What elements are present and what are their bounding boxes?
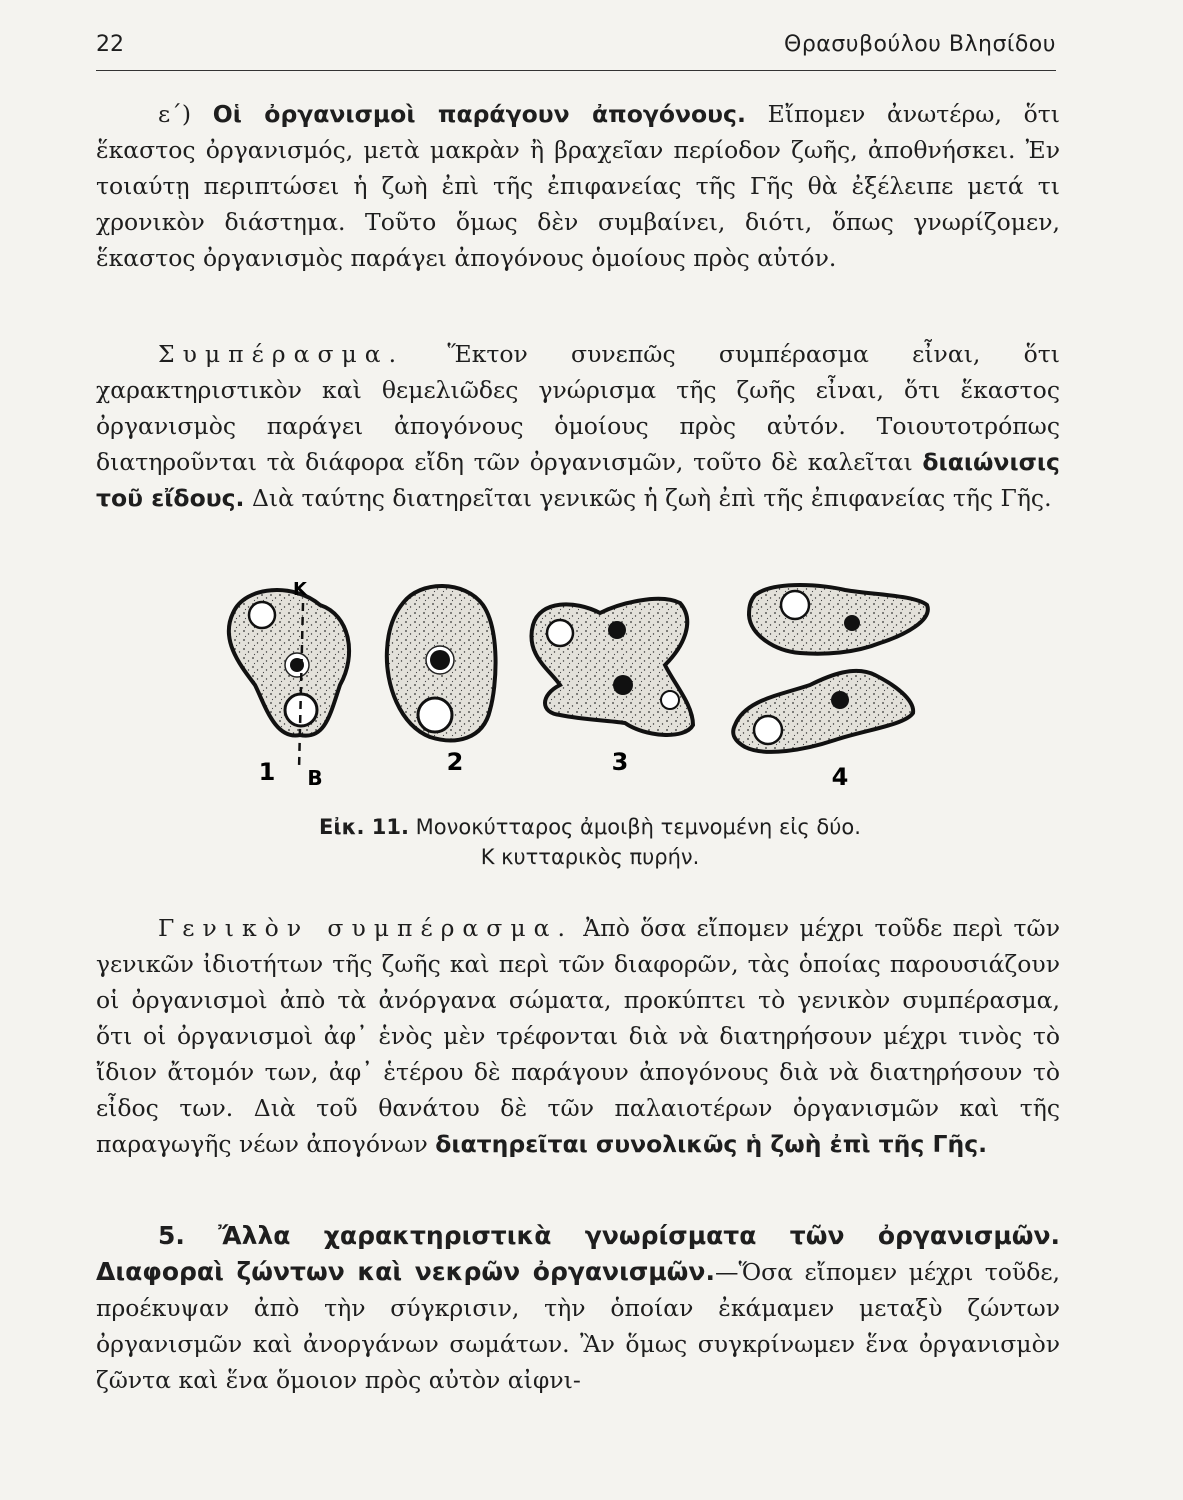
general-conclusion-label: Γενικὸν συμπέρασμα. (158, 914, 573, 942)
section-5 (96, 1218, 1060, 1398)
amoeba-stage-3 (531, 599, 693, 776)
label-b: Β (307, 766, 323, 790)
paragraph-text: Ἕκτον συνεπῶς συμπέρασμα εἶναι, ὅτι χαρακτηριστικὸν καὶ θεμελιῶδες γνώρισμα τῆς ζωῆς εἶναι, ὅτι ἕκαστος ὀργανισμὸς παράγει ἀπογόνους ὁμοίους πρὸς αὐτόν. Τοιουτοτρόπως διατηροῦνται τὰ διάφορα εἴδη τῶν ὀργανισμῶν, τοῦτο δὲ καλεῖται (96, 340, 1060, 476)
caption-line-2: Κ κυτταρικὸς πυρήν. (480, 845, 700, 869)
caption-text: Μονοκύτταρος ἀμοιβὴ τεμνομένη εἰς δύο. (415, 815, 861, 839)
amoeba-stage-2 (387, 586, 496, 776)
paragraph-text: —Ὅσα εἴπομεν μέχρι τοῦδε, προέκυψαν ἀπὸ τὴν σύγκρισιν, τὴν ὁποίαν ἐκάμαμεν μεταξὺ ζώντων ὀργανισμῶν καὶ ἀνοργάνων σωμάτων. Ἂν ὅμως συγκρίνωμεν ἕνα ὀργανισμὸν ζῶντα καὶ ἕνα ὅμοιον πρὸς αὐτὸν αἰφνι- (96, 1258, 1060, 1394)
paragraph-conclusion (96, 336, 1060, 516)
amoeba-stage-4 (733, 585, 928, 791)
conclusion-label: Συμπέρασμα. (158, 340, 405, 368)
section-heading: 5. Ἄλλα χαρακτηριστικὰ γνωρίσματα τῶν ὀργανισμῶν. Διαφοραὶ ζώντων καὶ νεκρῶν ὀργανισμῶν. (96, 1221, 1060, 1286)
paragraph-heading: Οἱ ὀργανισμοὶ παράγουν ἀπογόνους. (212, 100, 746, 128)
amoeba-illustration (215, 575, 935, 795)
paragraph-text: Διὰ ταύτης διατηρεῖται γενικῶς ἡ ζωὴ ἐπὶ τῆς ἐπιφανείας τῆς Γῆς. (251, 484, 1052, 512)
figure-number-2: 2 (446, 748, 464, 776)
running-head: Θρασυβούλου Βλησίδου (784, 32, 1056, 57)
figure-number-3: 3 (611, 748, 629, 776)
figure-caption (150, 812, 1030, 872)
paragraph-offspring (96, 96, 1060, 276)
bold-term: διαιώνισις τοῦ εἴδους. (96, 448, 1060, 512)
paragraph-text: Ἀπὸ ὅσα εἴπομεν μέχρι τοῦδε περὶ τῶν γενικῶν ἰδιοτήτων τῆς ζωῆς καὶ περὶ τῶν διαφορῶν, τὰς ὁποίας παρουσιάζουν οἱ ὀργανισμοὶ ἀπὸ τὰ ἀνόργανα σώματα, προκύπτει τὸ γενικὸν συμπέρασμα, ὅτι οἱ ὀργανισμοὶ ἀφ᾽ ἑνὸς μὲν τρέφονται διὰ νὰ διατηρήσουν μέχρι τινὸς τὸ ἴδιον ἄτομόν των, ἀφ᾽ ἑτέρου δὲ παράγουν ἀπογόνους διὰ νὰ διατηρήσουν τὸ εἶδος των. Διὰ τοῦ θανάτου δὲ τῶν παλαιοτέρων ὀργανισμῶν καὶ τῆς παραγωγῆς νέων ἀπογόνων (96, 914, 1060, 1158)
item-marker: ε΄) (158, 100, 192, 128)
caption-label: Εἰκ. 11. (319, 815, 409, 839)
paragraph-general-conclusion (96, 910, 1060, 1162)
figure-number-4: 4 (831, 763, 849, 791)
page-number: 22 (96, 32, 124, 57)
page-header (96, 30, 1056, 71)
caption-line-1 (150, 812, 1030, 842)
figure-number-1: 1 (258, 758, 276, 786)
figure-amoeba-division (215, 575, 935, 795)
paragraph-text: Εἴπομεν ἀνωτέρω, ὅτι ἕκαστος ὀργανισμός, μετὰ μακρὰν ἢ βραχεῖαν περίοδον ζωῆς, ἀποθνήσκει. Ἐν τοιαύτῃ περιπτώσει ἡ ζωὴ ἐπὶ τῆς ἐπιφανείας τῆς Γῆς θὰ ἐξέλειπε μετά τι χρονικὸν διάστημα. Τοῦτο ὅμως δὲν συμβαίνει, διότι, ὅπως γνωρίζομεν, ἕκαστος ὀργανισμὸς παράγει ἀπογόνους ὁμοίους πρὸς αὐτόν. (96, 100, 1060, 272)
amoeba-stage-1 (229, 579, 349, 790)
bold-conclusion: διατηρεῖται συνολικῶς ἡ ζωὴ ἐπὶ τῆς Γῆς. (435, 1130, 988, 1158)
label-k: Κ (293, 579, 307, 600)
